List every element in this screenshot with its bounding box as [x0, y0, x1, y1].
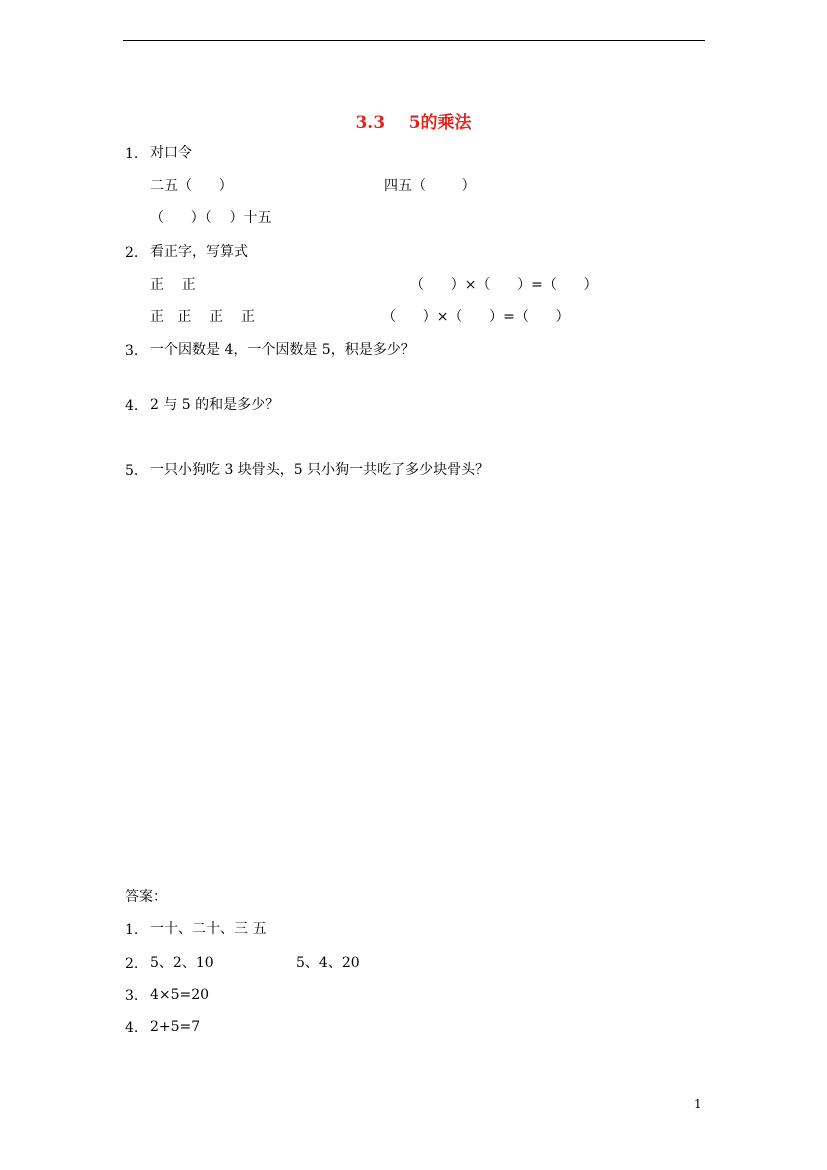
q1-text: 对口令: [150, 145, 192, 161]
page-number: 1: [694, 1097, 702, 1111]
q4-number: 4.: [125, 398, 139, 414]
q5-number: 5.: [125, 463, 139, 479]
answer-2-right: 5、4、20: [296, 955, 360, 971]
answer-1-number: 1.: [125, 922, 139, 938]
q2-text: 看正字，写算式: [150, 244, 248, 260]
q1-line2: （ ）（ ）十五: [150, 210, 272, 226]
q3-number: 3.: [125, 343, 139, 359]
q2-row2-formula: （ ）×（ ）=（ ）: [382, 309, 570, 325]
answers-heading: 答案：: [125, 889, 167, 905]
q1-line1-right: 四五（ ）: [384, 178, 476, 194]
page-title: 3.3 5的乘法: [355, 113, 472, 133]
q1-line1-left: 二五（ ）: [150, 178, 233, 194]
q2-row1-formula: （ ）×（ ）=（ ）: [410, 277, 598, 293]
header-rule: [123, 40, 705, 41]
q2-number: 2.: [125, 245, 139, 261]
q2-row1-tally: 正 正: [150, 277, 196, 293]
q1-number: 1.: [125, 146, 139, 162]
q3-text: 一个因数是 4，一个因数是 5，积是多少？: [150, 342, 415, 358]
q5-text: 一只小狗吃 3 块骨头，5 只小狗一共吃了多少块骨头？: [150, 462, 490, 478]
q2-row2-tally: 正 正 正 正: [150, 309, 255, 325]
answer-2-left: 5、2、10: [150, 955, 214, 971]
answer-1-text: 一十、二十、三 五: [150, 921, 267, 937]
answer-2-number: 2.: [125, 956, 139, 972]
answer-4-number: 4.: [125, 1020, 139, 1036]
q4-text: 2 与 5 的和是多少？: [150, 397, 280, 413]
answer-3-text: 4×5=20: [150, 987, 210, 1003]
answer-4-text: 2+5=7: [150, 1019, 201, 1035]
answer-3-number: 3.: [125, 988, 139, 1004]
